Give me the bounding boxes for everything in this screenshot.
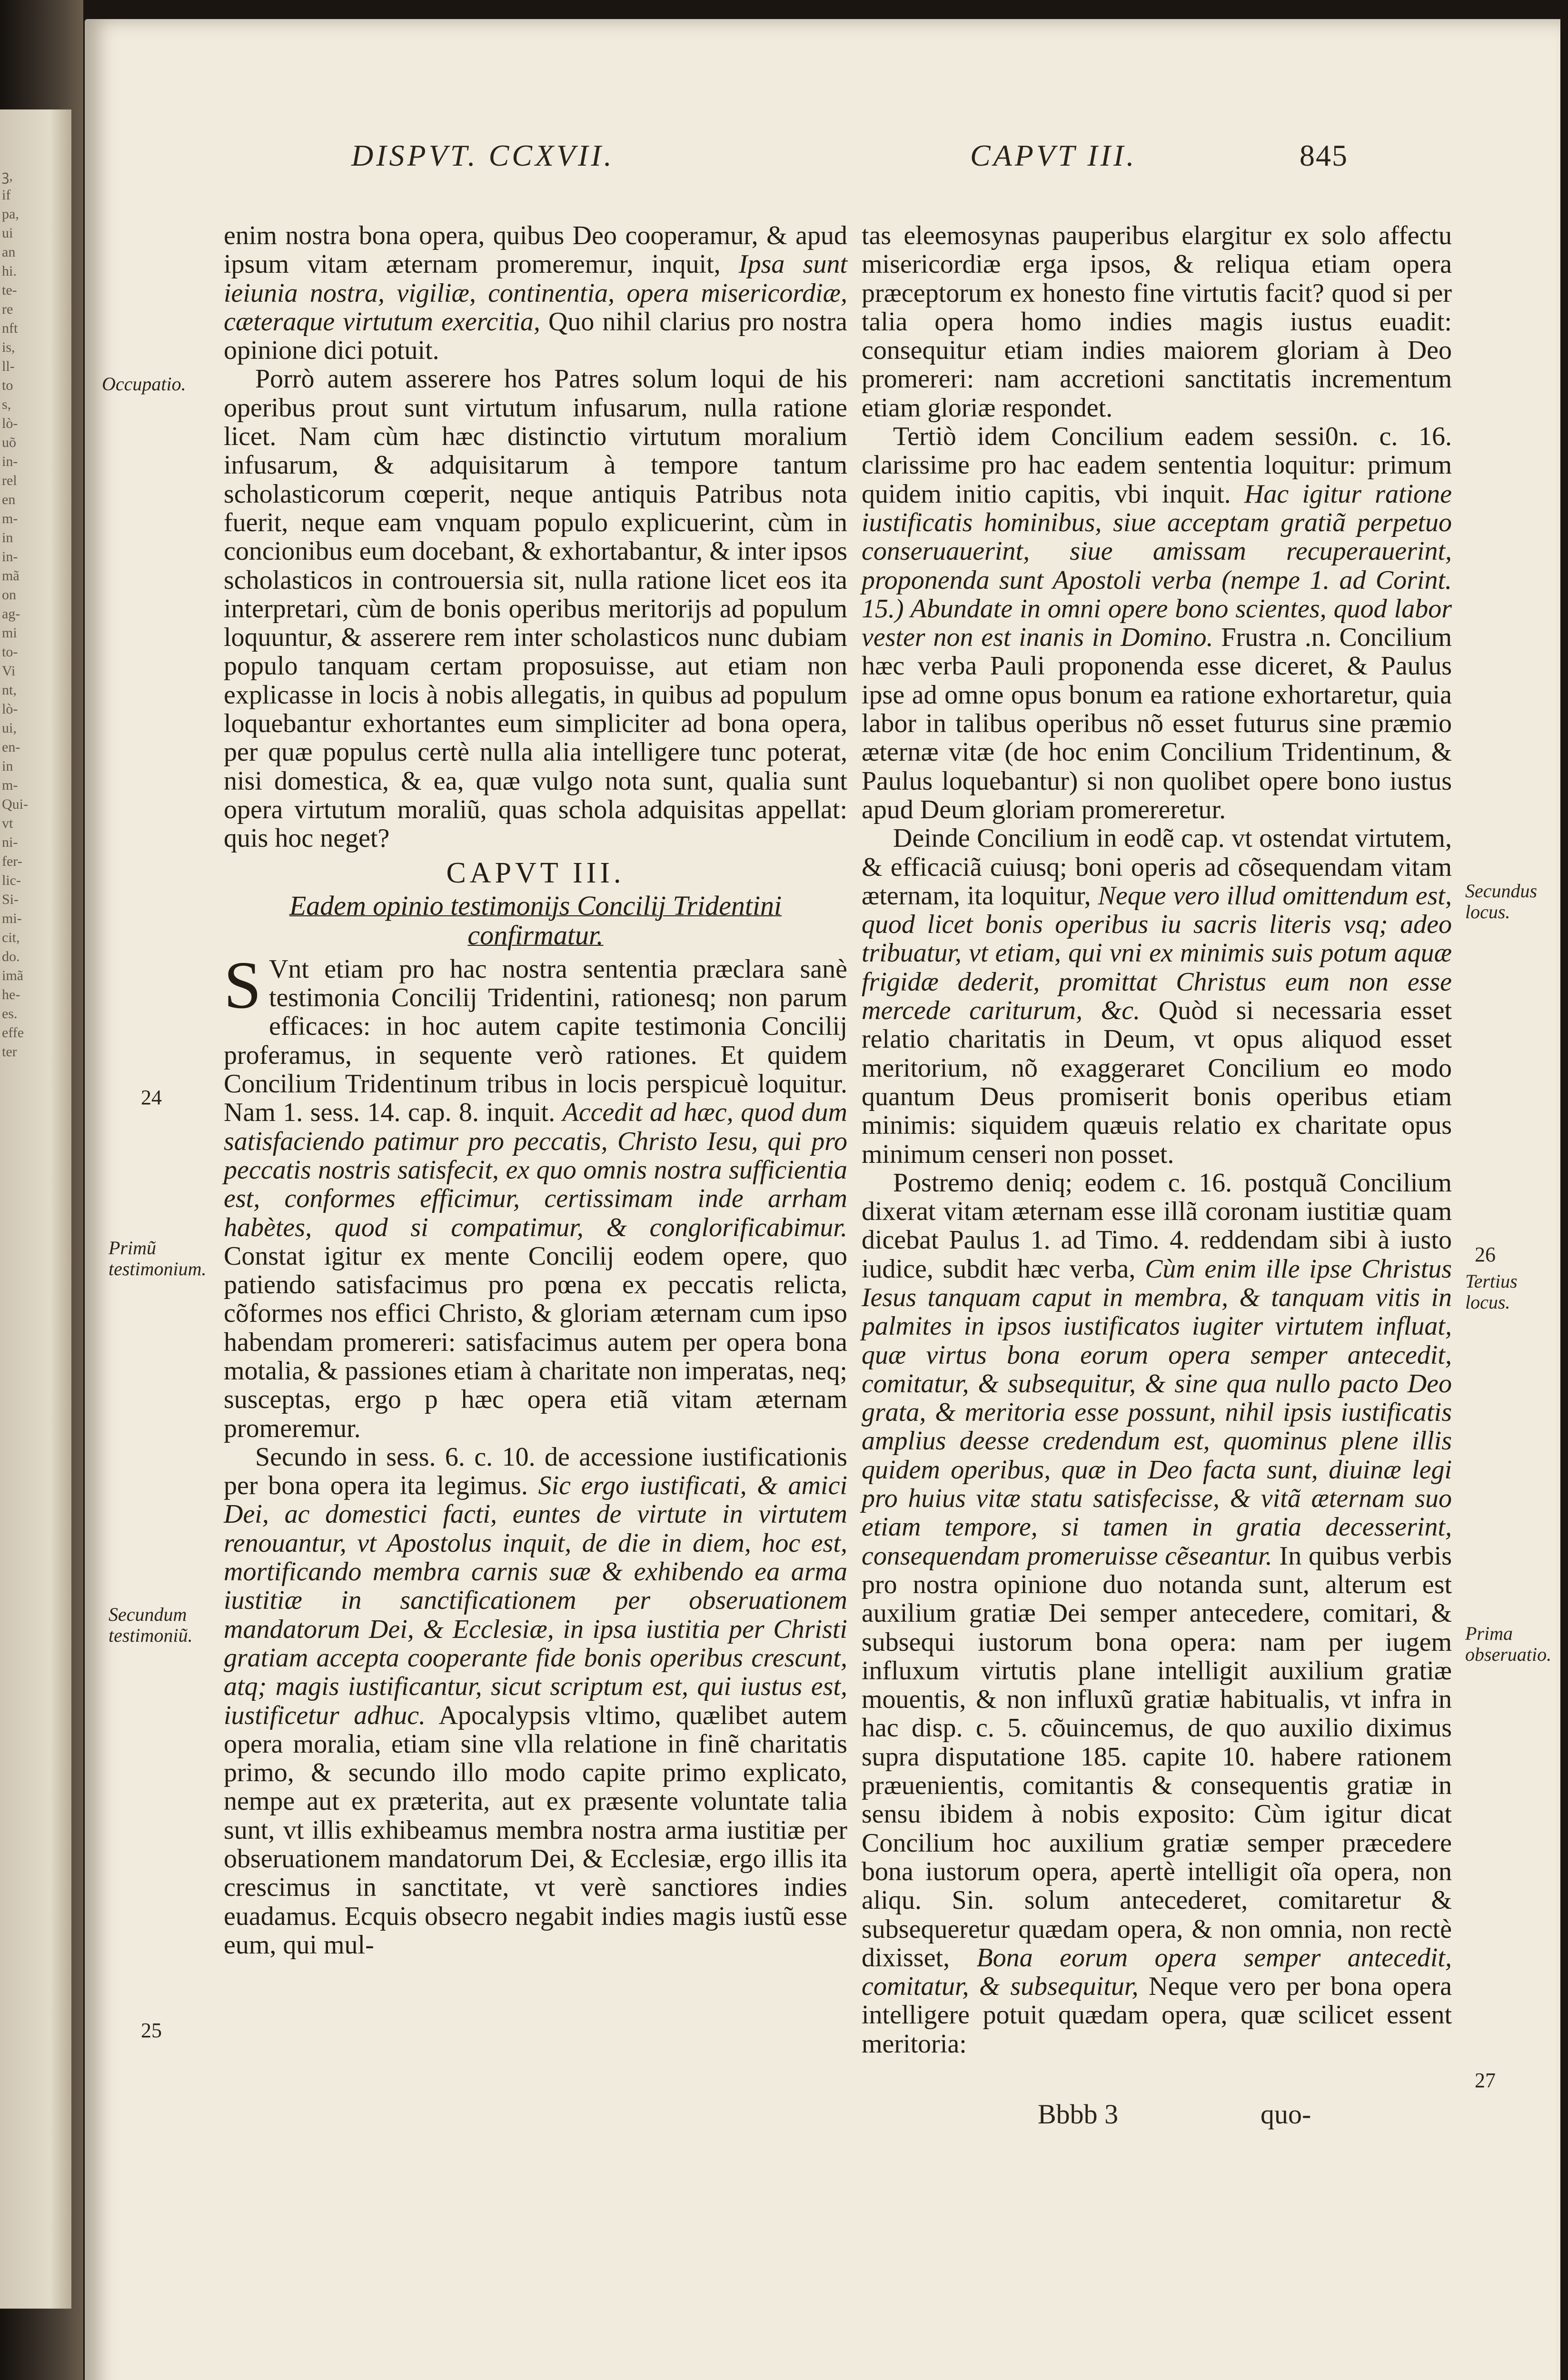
text: Apocalypsis vltimo, quælibet autem opera moralia, etiam sine vlla relatione in finẽ charitatis primo, & secundo illo modo capite primo explicato, nempe aut ex præterita, aut ex præsente voluntate talia sunt, vt illis exhibeamus membra nostra arma iustitiæ per obseruationem mandatorum Dei, & Ecclesiæ, ergo illis ita crescimus in sanctitate, vt verè sanctiores indies euadamus. Ecquis obsecro negabit indies magis iustũ esse eum, qui mul- xyxy=(224,1700,847,1960)
margin-number-27: 27 xyxy=(1475,2069,1496,2092)
page-number: 845 xyxy=(1300,139,1348,172)
margin-number-25: 25 xyxy=(141,2019,162,2042)
text: Neque vero per bona opera intelligere potuit quædam opera, quæ scilicet essent meritoria: xyxy=(862,1972,1452,2059)
text: Deinde Concilium in eodẽ cap. vt ostendat virtutem, & efficaciã cuiusq; boni operis ad cõsequendam vitam æternam, ita loquitur, xyxy=(862,823,1452,911)
text: Constat igitur ex mente Concilij eodem opere, quo patiendo satisfacimus pro pœna ex peccatis relicta, cõformes nos effici Christo, & gloriam æternam cum ipso habendam promereri: satisfacimus autem per opera bona motalia, & passiones etiam à charitate non imperatas, neq; susceptas, ergo p hæc opera etiã vitam æternam promeremur. xyxy=(224,1241,847,1443)
margin-note-secundus-locus: Secundus locus. xyxy=(1465,880,1538,922)
margin-number-24: 24 xyxy=(141,1086,162,1109)
margin-note-prima-obseruatio: Prima obseruatio. xyxy=(1465,1623,1552,1665)
margin-note-primum-testimonium: Primũ testimonium. xyxy=(109,1237,207,1279)
margin-note-tertius-locus: Tertius locus. xyxy=(1465,1270,1518,1313)
quote: Ipsa sunt ieiunia nostra, vigiliæ, continentia, opera misericordiæ, cæteraque virtutum exercitia, xyxy=(224,249,848,337)
catchword: quo- xyxy=(1260,2099,1311,2130)
chapter-subtitle xyxy=(224,891,847,950)
right-para-4 xyxy=(862,1169,1452,2058)
text: Vnt etiam pro hac nostra sententia præclara sanè testimonia Concilij Tridentini, rationesq; non parum efficaces: in hoc autem capite testimonia Concilij proferamus, in sequente verò rationes. Et quidem Concilium Tridentinum tribus in locis perspicuè loquitur. Nam 1. sess. 14. cap. 8. inquit. xyxy=(224,954,847,1128)
left-para-3 xyxy=(224,947,847,1443)
text: Tertiò idem Concilium eadem sessi0n. c. 16. clarissime pro hac eadem sententia loquitur: primum quidem initio capitis, vbi inquit. xyxy=(862,422,1452,509)
signature-mark: Bbbb 3 xyxy=(1038,2099,1119,2130)
text: Frustra .n. Concilium hæc verba Pauli proponenda esse diceret, & Paulus ipse ad omne opus bonum ea ratione exhortaretur, quia labor in talibus operibus nõ esset futurus sine præmio æternæ vitæ (de hoc enim Concilium Tridentinum, & Paulus loquebantur) si non quolibet opere bono iustus apud Deum gloriam promereretur. xyxy=(862,623,1452,824)
left-para-1 xyxy=(224,221,847,365)
left-para-4 xyxy=(224,1443,847,1959)
quote: Accedit ad hæc, quod dum satisfaciendo patimur pro peccatis, Christo Iesu, qui pro peccatis nostris satisfecit, ex quo omnis nostra sufficientia est, conformes efficimur, certissimam inde arrham habètes, quod si compatimur, & conglorificabimur. xyxy=(224,1098,847,1242)
quote: Hac igitur ratione iustificatis hominibus, siue acceptam gratiã perpetuo conseruauerint, siue amissam recuperauerint, proponenda sunt Apostoli verba (nempe 1. ad Corint. 15.) Abundate in omni opere bono scientes, quod labor vester non est inanis in Domino. xyxy=(862,479,1452,653)
running-head-right: CAPVT III. xyxy=(970,139,1137,172)
margin-note-secundum-testimonium: Secundum testimoniũ. xyxy=(109,1604,193,1646)
margin-note-occupatio: Occupatio. xyxy=(102,373,186,395)
right-para-3 xyxy=(862,824,1452,1169)
right-para-1: tas eleemosynas pauperibus elargitur ex solo affectu misericordiæ erga ipsos, & reliqua etiam opera præceptorum ex honesto fine virtutis facit? quod si per talia opera homo indies magis iustus euadit: consequitur etiam indies maiorem gloriam à Deo promereri: nam accretioni sanctitatis incrementum etiam gloriæ respondet. xyxy=(862,221,1452,423)
right-para-2 xyxy=(862,422,1452,824)
running-head-left: DISPVT. CCXVII. xyxy=(351,139,615,172)
left-para-2: Porrò autem asserere hos Patres solum loqui de his operibus prout sunt virtutum infusarum, nulla ratione licet. Nam cùm hæc distinctio virtutum moralium infusarum, & adquisitarum à tempore tantum scholasticorum cœperit, neque antiquis Patribus nota fuerit, neque eam vnquam populo explicuerint, cùm in concionibus eum docebant, & exhortabantur, & inter ipsos scholasticos in controuersia sit, nulla ratione licet eos ita interpretari, cùm de bonis operibus meritorijs ad populum loquuntur, & asserere rem inter scholasticos nunc dubiam populo tanquam certam proposuisse, aut etiam non explicasse in locis à nobis allegatis, in quibus ad populum loquebantur exhortantes eum simpliciter ad bona opera, per quæ populus certè nulla alia intelligere tunc poterat, nisi domestica, & ea, quæ vulgo nota sunt, qualia sunt opera virtutum moraliũ, quas schola adquisitas appellat: quis hoc neget? xyxy=(224,364,847,853)
previous-page-edge xyxy=(0,109,71,2309)
quote: Bona eorum opera semper antecedit, comitatur, & subsequitur, xyxy=(862,1943,1452,2002)
chapter-title: CAPVT III. xyxy=(446,856,625,889)
right-column xyxy=(862,221,1452,2058)
text: Quòd si necessaria esset relatio charitatis in Deum, vt opus aliquod esset meritorium, nõ exaggeraret Concilium eo modo quantum Deus promiserit bonis operibus etiam minimis: siquidem quæuis relatio ex charitate opus minimum censeri non posset. xyxy=(862,996,1452,1169)
chapter-subtitle-text: Eadem opinio testimonijs Concilij Tridentini confirmatur. xyxy=(289,890,782,951)
text: Secundo in sess. 6. c. 10. de accessione iustificationis per bona opera ita legimus. xyxy=(224,1442,847,1501)
text: In quibus verbis pro nostra opinione duo notanda sunt, alterum est auxilium gratiæ Dei semper antecedere, comitari, & subsequi iustorum bona opera: nam per iugem influxum virtutis plane intelligit auxilium gratiæ mouentis, & non influxũ gratiæ habitualis, vt infra in hac disp. c. 5. cõuincemus, de quo auxilio diximus supra disputatione 185. capite 10. habere rationem præuenientis, comitantis & consequentis gratiæ in sensu ibidem à nobis exposito: Cùm igitur dicat Concilium hoc auxilium gratiæ semper præcedere bona iustorum opera, apertè intelligit oĩa opera, non aliqu. Sin. solum antecederet, comitaretur & subsequeretur quædam opera, & non omnia, non rectè dixisset, xyxy=(862,1541,1452,1973)
text: Postremo deniq; eodem c. 16. postquã Concilium dixerat vitam æternam esse illã coronam iustitiæ quam dicebat Paulus 1. ad Timo. 4. reddendam sibi à iusto iudice, subdit hæc verba, xyxy=(862,1168,1452,1284)
book-page xyxy=(85,19,1560,2380)
previous-page-text-fragments: ꝫ, if pa, ui an hi. te- re nft is, ll- to s, lò- uõ in- rel en m- in in- mã on ag- mi to- Vi nt, lò- ui, en- in m- Qui- vt ni- fer- lic- Si- mi- cit, do. imã he- es. effe ter xyxy=(2,168,28,1060)
quote: Cùm enim ille ipse Christus Iesus tanquam caput in membra, & tanquam vitis in palmites in ipsos iustificatos iugiter virtutem influat, quæ virtus bona eorum opera semper antecedit, comitatur, & subsequitur, & sine qua nullo pacto Deo grata, & meritoria esse possunt, nihil ipsis iustificatis amplius deesse credendum est, quominus plene illis quidem operibus, quæ in Deo facta sunt, diuinæ legi pro huius vitæ statu satisfecisse, & vitã æternam suo etiam tempore, si tamen in gratia decesserint, consequendam promeruisse cẽseantur. xyxy=(862,1254,1452,1571)
text: enim nostra bona opera, quibus Deo cooperamur, & apud ipsum vitam æternam promeremur, inquit, xyxy=(224,221,847,279)
quote: Sic ergo iustificati, & amici Dei, ac domestici facti, euntes de virtute in virtutem renouantur, vt Apostolus inquit, de die in diem, hoc est, mortificando membra carnis suæ & exhibendo ea arma iustitiæ in sanctificationem per obseruationem mandatorum Dei, & Ecclesiæ, in ipsa iustitia per Christi gratiam accepta cooperante fide bonis operibus crescunt, atq; magis iustificantur, sicut scriptum est, qui iustus est, iustificetur adhuc. xyxy=(224,1471,847,1730)
drop-cap: S xyxy=(224,947,261,1022)
left-column xyxy=(224,221,847,1959)
margin-number-26: 26 xyxy=(1475,1243,1496,1266)
text: Quo nihil clarius pro nostra opinione dici potuit. xyxy=(224,307,848,366)
quote: Neque vero illud omittendum est, quod licet bonis operibus iu sacris literis vsq; adeo tribuatur, vt etiam, qui vni ex minimis suis potum aquæ frigidæ dederit, promittat Christus eum non esse mercede cariturum, &c. xyxy=(862,881,1452,1026)
